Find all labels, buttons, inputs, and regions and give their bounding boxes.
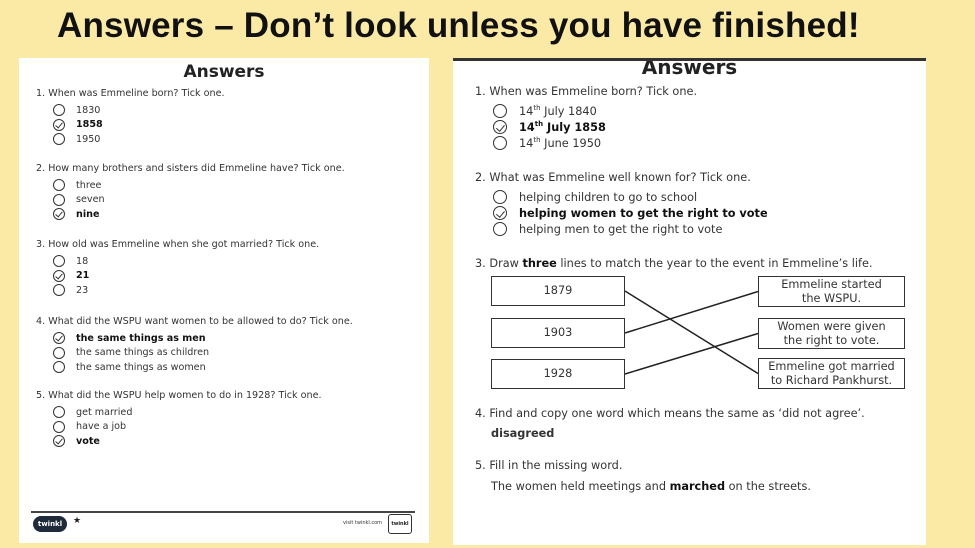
option-label: seven: [76, 194, 105, 205]
option-label: the same things as men: [76, 332, 206, 344]
event-box-2: Women were given the right to vote.: [758, 318, 905, 349]
ticked-circle-icon: [53, 332, 65, 344]
option-label: 23: [76, 284, 89, 296]
year-box-2: 1903: [491, 318, 625, 348]
left-question-2-text: 2. How many brothers and sisters did Emmeline have? Tick one.: [36, 163, 345, 174]
option-label: helping men to get the right to vote: [519, 222, 723, 236]
left-q3-option-1: [53, 255, 88, 267]
slide-title: Answers – Don’t look unless you have finished!: [57, 6, 860, 45]
left-worksheet: [19, 58, 429, 543]
date-rest: June 1950: [540, 136, 602, 150]
right-worksheet: [453, 58, 926, 545]
option-label: get married: [76, 406, 133, 418]
left-question-4-text: 4. What did the WSPU want women to be allowed to do? Tick one.: [36, 316, 353, 327]
option-label: three: [76, 179, 102, 191]
option-label: the same things as women: [76, 361, 206, 373]
left-q1-option-1: [53, 104, 100, 116]
empty-circle-icon: [53, 421, 65, 433]
option-label: 21: [76, 270, 90, 281]
date-day: 14: [519, 136, 534, 150]
empty-circle-icon: [53, 179, 65, 191]
option-label: 1830: [76, 104, 101, 116]
visit-text: visit twinkl.com: [343, 520, 383, 526]
option-label: 1950: [76, 133, 101, 145]
empty-circle-icon: [53, 361, 65, 373]
option-label: nine: [76, 208, 100, 220]
left-q1-option-3: [53, 133, 100, 145]
ticked-circle-icon: [53, 435, 65, 447]
empty-circle-icon: [53, 133, 65, 145]
empty-circle-icon: [53, 347, 65, 359]
left-q4-option-3: [53, 361, 206, 373]
option-label: vote: [76, 435, 100, 447]
option-label: 18: [76, 255, 89, 267]
left-q2-option-3: [53, 208, 99, 220]
left-question-5-text: 5. What did the WSPU help women to do in 1928? Tick one.: [36, 390, 322, 401]
left-q3-option-3: [53, 284, 88, 296]
left-q5-option-1: [53, 406, 132, 418]
footer-divider: [31, 511, 415, 513]
event-box-3: Emmeline got married to Richard Pankhurst.: [758, 358, 905, 389]
left-question-1-text: 1. When was Emmeline born? Tick one.: [36, 88, 225, 99]
question-5-answer: The women held meetings and marched on the streets.: [491, 480, 811, 493]
option-label: 1858: [76, 119, 103, 130]
option-label: helping women to get the right to vote: [519, 206, 768, 220]
question-2-text: 2. What was Emmeline well known for? Tick one.: [475, 171, 751, 184]
ticked-circle-icon: [53, 270, 65, 282]
right-sheet-title: Answers: [641, 58, 738, 79]
twinkl-logo: twinkl: [33, 516, 67, 532]
ticked-circle-icon: [53, 119, 65, 131]
date-suffix: th: [533, 104, 541, 113]
date-day: 14: [519, 120, 535, 134]
left-q2-option-1: [53, 179, 101, 191]
question-3-text: 3. Draw three lines to match the year to the event in Emmeline’s life.: [475, 257, 873, 270]
option-label: have a job: [76, 421, 127, 432]
match-line-2: [625, 292, 758, 334]
date-suffix: th: [533, 136, 541, 145]
left-q1-option-2: [53, 119, 103, 131]
question-4-answer: disagreed: [491, 427, 555, 440]
option-label: the same things as children: [76, 347, 210, 358]
empty-circle-icon: [53, 194, 65, 206]
event-box-1: Emmeline started the WSPU.: [758, 276, 905, 307]
star-icon: ★: [73, 516, 82, 526]
left-q5-option-2: [53, 421, 126, 433]
date-suffix: th: [534, 120, 544, 129]
left-sheet-title: Answers: [183, 62, 265, 82]
left-question-3-text: 3. How old was Emmeline when she got married? Tick one.: [36, 239, 320, 250]
empty-circle-icon: [53, 406, 65, 418]
empty-circle-icon: [53, 284, 65, 296]
empty-circle-icon: [53, 255, 65, 267]
date-rest: July 1858: [543, 120, 606, 134]
left-q4-option-2: [53, 347, 209, 359]
date-day: 14: [519, 104, 534, 118]
empty-circle-icon: [53, 104, 65, 116]
option-label: helping children to go to school: [519, 190, 698, 204]
ticked-circle-icon: [53, 208, 65, 220]
left-q2-option-2: [53, 194, 105, 206]
match-line-1: [625, 291, 758, 374]
question-4-text: 4. Find and copy one word which means the same as ‘did not agree’.: [475, 407, 865, 420]
left-q3-option-2: [53, 270, 89, 282]
year-box-3: 1928: [491, 359, 625, 389]
question-1-text: 1. When was Emmeline born? Tick one.: [475, 85, 698, 98]
date-rest: July 1840: [540, 104, 597, 118]
twinkl-badge-icon: twinkl: [388, 514, 412, 534]
left-q5-option-3: [53, 435, 100, 447]
question-5-text: 5. Fill in the missing word.: [475, 459, 623, 472]
year-box-1: 1879: [491, 276, 625, 306]
match-line-3: [625, 334, 758, 375]
left-q4-option-1: [53, 332, 206, 344]
